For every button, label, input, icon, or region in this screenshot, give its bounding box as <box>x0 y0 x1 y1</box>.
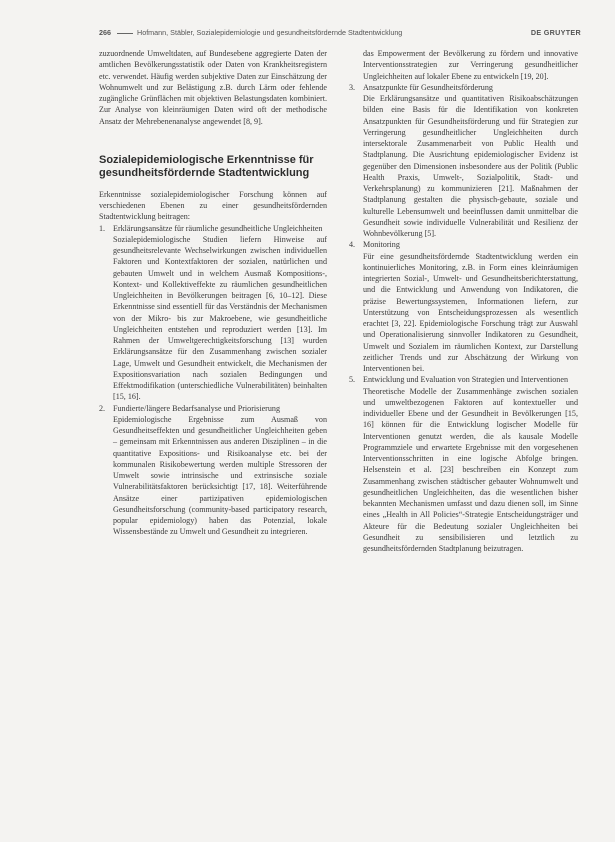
list-item <box>349 239 578 374</box>
list-number: 3. <box>349 82 356 92</box>
left-column <box>99 48 327 538</box>
running-header <box>99 28 581 40</box>
list-number: 1. <box>99 223 106 233</box>
list-item <box>99 403 327 538</box>
list-item-title: Entwicklung und Evaluation von Strategien und Interventionen <box>363 375 568 385</box>
list-item <box>349 374 578 554</box>
list-item-body: Die Erklärungsansätze und quantitativen Risikoabschätzungen bilden eine Basis für die Identifikation von konkreten Ansatzpunkten für Gesundheitsförderung und für Strategien zur Verringerung gesundheitlicher Ungleichheiten durch intersektorale Zusammenarbeit von Public Health und Stadtplanung. Die Ausrichtung epidemiologischer Evidenz ist gegenüber den Dimensionen insbesondere aus der Politik (Public Health Praxis, Umwelt-, Sozialpolitik, Stadt- und Verkehrsplanung) zu kommunizieren [21]. Maßnahmen der Stadtplanung gestalten die physisch-gebaute, soziale und kulturelle Lebensumwelt und beeinflussen damit unmittelbar die Gesundheit sowie individuelle Vulnerabilität und Resilienz der Wohnbevölkerung [5]. <box>363 94 578 238</box>
list-item-body: Theoretische Modelle der Zusammenhänge zwischen sozialen und umweltbezogenen Faktoren auf kontextueller und individueller Ebene und der Gesundheit in Bevölkerungen [15, 16] können für die Entwicklung logischer Modelle für Interventionen genutzt werden, die als kausale Modelle Programmziele und erwartete Ergebnisse mit den vorgesehenen Interventionsschritten in eine logische Abfolge bringen. Helsenstein et al. [23] beschreiben ein Konzept zum Zusammenhang zwischen städtischer gebauter Wohnumwelt und gesundheitlichen Ungleichheiten, das die wesentlichen bisher bekannten Mechanismen umfasst und dazu dienen soll, im Sinne eines „Health in All Policies“-Strategie Entscheidungsträger und Akteure für die Bedeutung sozialer Ungleichheiten bei Gesundheit zu sensibilisieren und letztlich zu gesundheitsfördernden Stadtplanung beizutragen. <box>363 386 578 553</box>
list-item-title: Fundierte/längere Bedarfsanalyse und Priorisierung <box>113 403 280 413</box>
left-intro-paragraph: zuzuordnende Umweltdaten, auf Bundesebene aggregierte Daten der amtlichen Bevölkerungsstatistik oder Daten von Krankheitsregistern etc. verwendet. Häufig werden subjektive Daten zur Einschätzung der Wohnumwelt und zur Belästigung z.B. durch Lärm oder fehlende zugängliche Grünflächen mit objektiven Belastungsdaten kombiniert. Zur Analyse von kleinräumigen Daten wird oft der methodische Ansatz der Mehrebenenanalyse angewendet [8, 9]. <box>99 49 327 126</box>
right-intro-paragraph: das Empowerment der Bevölkerung zu fördern und innovative Interventionsstrategien zur Verringerung gesundheitlicher Ungleichheiten auf lokaler Ebene zu entwickeln [19, 20]. <box>363 49 578 81</box>
header-dash <box>117 33 133 34</box>
list-item <box>349 82 578 240</box>
list-item-body: Für eine gesundheitsfördernde Stadtentwicklung werden ein kontinuierliches Monitoring, z.B. in Form eines kleinräumigen integrierten Sozial-, Umwelt- und Gesundheitsberichterstattung, und die Entwicklung und Anwendung von Indikatoren, die präzise Bewertungssystemen, Informationen liefern, zur Unterstützung von Entscheidungsprozessen als wesentlich erachtet [3, 22]. Epidemiologische Forschung trägt zur Auswahl und Operationalisierung sinnvoller Indikatoren zu Gesundheit, Umwelt und Sozialem im räumlichen Kontext, zur Darstellung zeitlicher Trends und zur Abschätzung der Wirkung von Interventionen bei. <box>363 251 578 373</box>
list-number: 2. <box>99 403 106 413</box>
list-number: 4. <box>349 240 356 250</box>
running-head: Hofmann, Stäbler, Sozialepidemiologie und gesundheitsfördernde Stadtentwicklung <box>137 28 403 37</box>
lead-paragraph: Erkenntnisse sozialepidemiologischer Forschung können auf verschiedenen Ebenen zu einer gesundheitsfördernden Stadtentwicklung beitragen: <box>99 189 327 222</box>
list-item-body: Epidemiologische Ergebnisse zum Ausmaß von Gesundheitseffekten und gesundheitlicher Ungleichheiten geben – gemeinsam mit Erkenntnissen aus anderen Disziplinen – in die quantitative Expositions- und Risikoanalyse etc. bei der kommunalen Risikobewertung werden multiple Stressoren der Umwelt sowie intrinsische und extrinsische soziale Vulnerabilitätsfaktoren berücksichtigt [17, 18]. Weiterführende Ansätze einer partizipativen epidemiologischen Gesundheitsforschung (community-based participatory research, popular epidemiology) haben das Potenzial, lokale Wissensbestände zu Umwelt und Gesundheit zu integrieren. <box>113 414 327 537</box>
list-item-body: Sozialepidemiologische Studien liefern Hinweise auf gesundheitsrelevante Wechselwirkungen zwischen individuellen Faktoren und Kontextfaktoren der sozialen, natürlichen und gebauten Umwelt und in welchem Ausmaß Kompositions-, Kontext- und Kollektiveffekte zu räumlichen gesundheitlichen Ungleichheiten in Bevölkerungen beitragen [6, 10–12]. Diese Erkenntnisse sind essentiell für das Verständnis der Mechanismen von der Mikro- bis zur Makroebene, wie gesundheitliche Ungleichheiten entstehen und reproduziert werden [13]. Im Rahmen der Umweltgerechtigkeitsforschung [13] wurden Erklärungsansätze für den Zusammenhang zwischen sozialer Lage, Umwelt und Gesundheit entwickelt, die Mechanismen der Expositionsvariation nach sozialen Bedingungen und Effektmodifikation (unterschiedliche Vulnerabilitäten) beinhalten [15, 16]. <box>113 234 327 402</box>
list-item-title: Ansatzpunkte für Gesundheitsförderung <box>363 82 493 92</box>
right-column <box>349 48 578 554</box>
publisher-logo: DE GRUYTER <box>530 28 581 37</box>
section-heading: Sozialepidemiologische Erkenntnisse für gesundheitsfördernde Stadtentwicklung <box>99 153 314 179</box>
list-item-title: Erklärungsansätze für räumliche gesundheitliche Ungleichheiten <box>113 223 323 233</box>
page-number: 266 <box>99 28 111 37</box>
list-item <box>99 223 327 403</box>
list-number: 5. <box>349 375 356 385</box>
list-item-title: Monitoring <box>363 240 400 250</box>
